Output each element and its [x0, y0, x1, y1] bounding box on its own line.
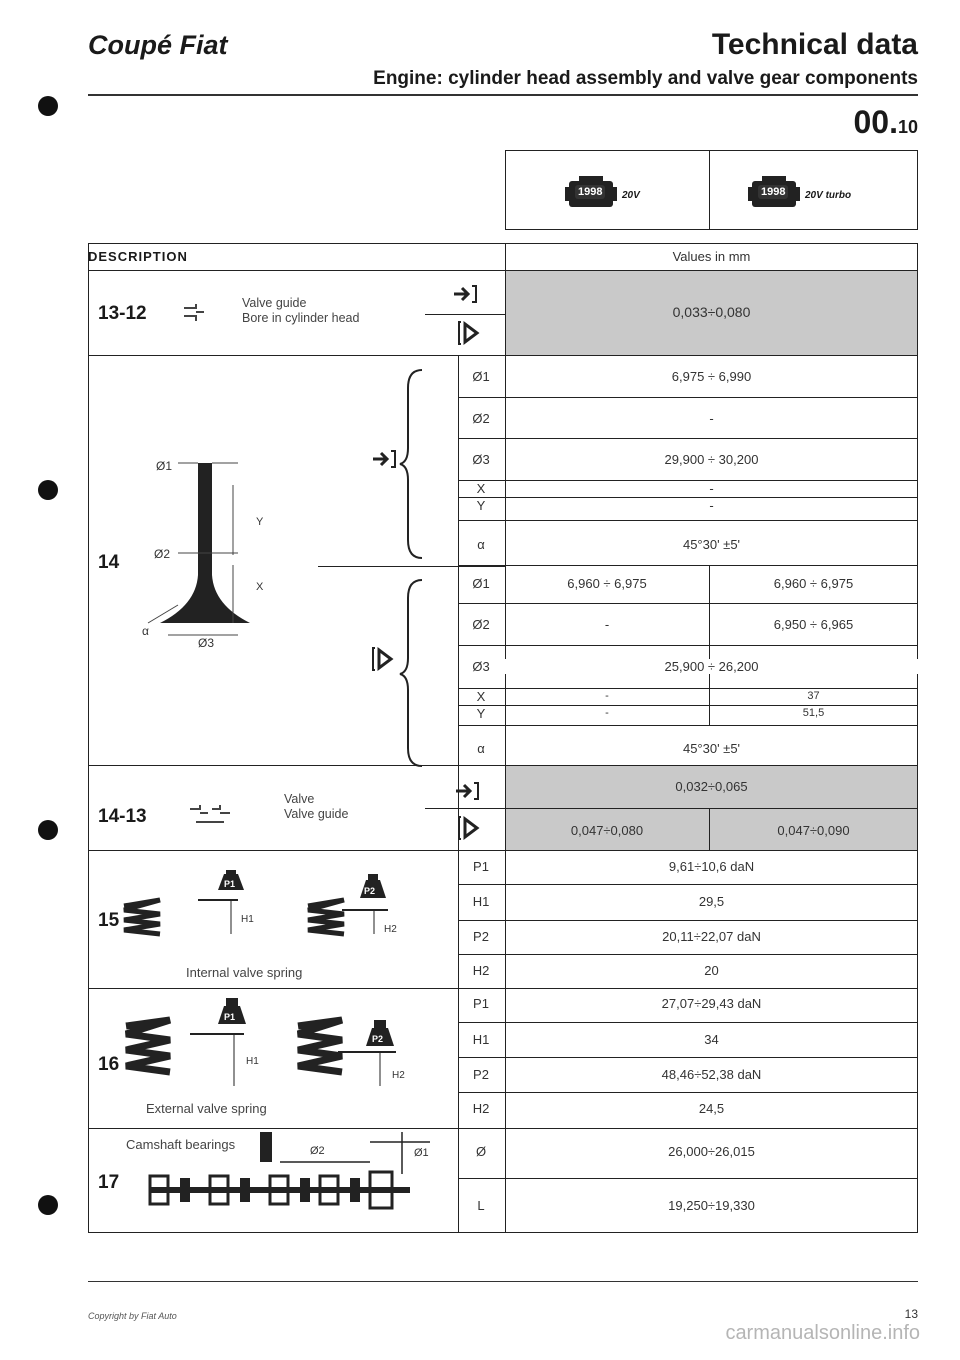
valve-guide-icon	[188, 804, 232, 831]
weight-label: P2	[364, 886, 376, 896]
value-cell: 20	[704, 963, 719, 978]
symbol: Ø	[475, 1144, 487, 1159]
header-rule	[88, 94, 918, 96]
symbol: Ø1	[472, 369, 490, 384]
row-number: 16	[98, 1054, 120, 1075]
inlet-arrow-icon	[372, 448, 398, 475]
weight-label: P2	[372, 1034, 384, 1044]
page-code: 00.10	[853, 104, 918, 140]
brace-icon	[398, 368, 426, 565]
engine-badge: 1998	[758, 185, 788, 199]
value-cell: 45°30' ±5'	[682, 537, 741, 552]
diagram-label: Ø3	[198, 636, 215, 650]
binder-hole	[38, 480, 58, 500]
value-cell: -	[604, 617, 610, 632]
binder-hole	[38, 96, 58, 116]
value-cell: 6,975 ÷ 6,990	[671, 369, 752, 384]
symbol: Ø2	[472, 617, 490, 632]
page-title: Technical data	[711, 28, 918, 61]
row-number: 17	[98, 1172, 120, 1193]
symbol: α	[477, 741, 485, 756]
weight-label: P1	[224, 879, 236, 889]
engine-label: 20V turbo	[805, 190, 852, 201]
symbol: H1	[472, 1032, 490, 1047]
valve-guide-icon	[182, 303, 206, 328]
symbol: H2	[472, 963, 490, 978]
brace-icon	[398, 578, 426, 773]
row-number: 13-12	[98, 303, 147, 324]
engine-badge: 1998	[575, 185, 605, 199]
value-cell: 27,07÷29,43 daN	[661, 996, 762, 1011]
value-cell: 9,61÷10,6 daN	[668, 859, 755, 874]
spring-diagram	[118, 870, 418, 955]
value-cell: 0,033÷0,080	[672, 304, 751, 320]
symbol: P1	[473, 859, 489, 874]
value-cell: 37	[807, 690, 820, 702]
symbol: Ø2	[472, 411, 490, 426]
height-label: H1	[246, 1056, 259, 1067]
value-cell: 20,11÷22,07 daN	[662, 929, 761, 944]
height-label: H2	[384, 924, 397, 935]
row-number: 15	[98, 910, 120, 931]
value-cell: 25,900 ÷ 26,200	[505, 659, 918, 674]
value-cell: -	[709, 411, 714, 426]
value-cell: -	[605, 707, 609, 719]
row-label: Bore in cylinder head	[242, 311, 360, 325]
symbol: α	[477, 537, 485, 552]
height-label: H1	[241, 914, 254, 925]
value-cell: 24,5	[698, 1101, 725, 1116]
symbol: P1	[473, 996, 489, 1011]
value-cell: 48,46÷52,38 daN	[661, 1067, 762, 1082]
symbol: H1	[472, 894, 490, 909]
inlet-arrow-icon	[455, 780, 481, 807]
diagram-label: Ø2	[310, 1145, 325, 1157]
exhaust-arrow-icon	[456, 814, 484, 847]
value-cell: 45°30' ±5'	[682, 741, 741, 756]
weight-label: P1	[224, 1012, 236, 1022]
symbol: X	[476, 481, 486, 496]
exhaust-arrow-icon	[456, 319, 484, 352]
value-cell: 0,032÷0,065	[675, 779, 748, 794]
diagram-label: Ø1	[156, 459, 173, 473]
value-cell: 29,5	[698, 894, 725, 909]
value-cell: 6,960 ÷ 6,975	[773, 576, 854, 591]
value-cell: 34	[704, 1032, 719, 1047]
diagram-label: Y	[256, 516, 264, 528]
value-cell: 51,5	[802, 707, 825, 719]
brand-title: Coupé Fiat	[88, 30, 228, 60]
symbol: Y	[476, 498, 486, 513]
symbol: P2	[473, 1067, 489, 1082]
engine-label: 20V	[622, 190, 640, 201]
copyright: Copyright by Fiat Auto	[88, 1311, 177, 1321]
value-cell: -	[709, 498, 714, 513]
diagram-label: Ø2	[154, 547, 171, 561]
binder-hole	[38, 1195, 58, 1215]
description-header: DESCRIPTION	[88, 249, 188, 264]
symbol: Ø1	[472, 576, 490, 591]
height-label: H2	[392, 1070, 405, 1081]
inlet-arrow-icon	[453, 283, 479, 310]
symbol: P2	[473, 929, 489, 944]
symbol: X	[476, 689, 486, 704]
row-caption: Internal valve spring	[186, 965, 303, 980]
value-cell: -	[709, 481, 714, 496]
row-caption: Camshaft bearings	[126, 1137, 236, 1152]
value-cell: 26,000÷26,015	[668, 1144, 755, 1159]
row-caption: External valve spring	[146, 1101, 267, 1116]
row-label: Valve	[284, 792, 315, 806]
page-subtitle: Engine: cylinder head assembly and valve gear components	[373, 68, 918, 89]
diagram-label: α	[142, 624, 149, 638]
page-number: 13	[904, 1307, 918, 1321]
symbol: L	[477, 1198, 485, 1213]
row-number: 14	[98, 552, 120, 573]
value-cell: 0,047÷0,080	[570, 823, 644, 838]
value-cell: -	[605, 690, 609, 702]
row-number: 14-13	[98, 806, 147, 827]
symbol: H2	[472, 1101, 490, 1116]
valve-diagram	[138, 455, 268, 660]
symbol: Ø3	[472, 452, 490, 467]
symbol: Y	[476, 706, 486, 721]
exhaust-arrow-icon	[370, 645, 398, 678]
value-cell: 6,960 ÷ 6,975	[567, 576, 647, 591]
diagram-label: X	[256, 581, 264, 593]
footer-rule	[88, 1281, 918, 1282]
diagram-label: Ø1	[414, 1147, 429, 1159]
value-cell: 0,047÷0,090	[777, 823, 850, 838]
spring-diagram	[118, 990, 418, 1095]
value-cell: 6,950 ÷ 6,965	[773, 617, 854, 632]
value-cell: 19,250÷19,330	[668, 1198, 755, 1213]
symbol: Ø3	[472, 659, 490, 674]
value-cell: 29,900 ÷ 30,200	[664, 452, 759, 467]
row-label: Valve guide	[242, 296, 307, 310]
camshaft-diagram	[140, 1132, 440, 1227]
row-label: Valve guide	[284, 807, 349, 821]
watermark: carmanualsonline.info	[725, 1322, 920, 1344]
values-header: Values in mm	[672, 249, 751, 264]
binder-hole	[38, 820, 58, 840]
